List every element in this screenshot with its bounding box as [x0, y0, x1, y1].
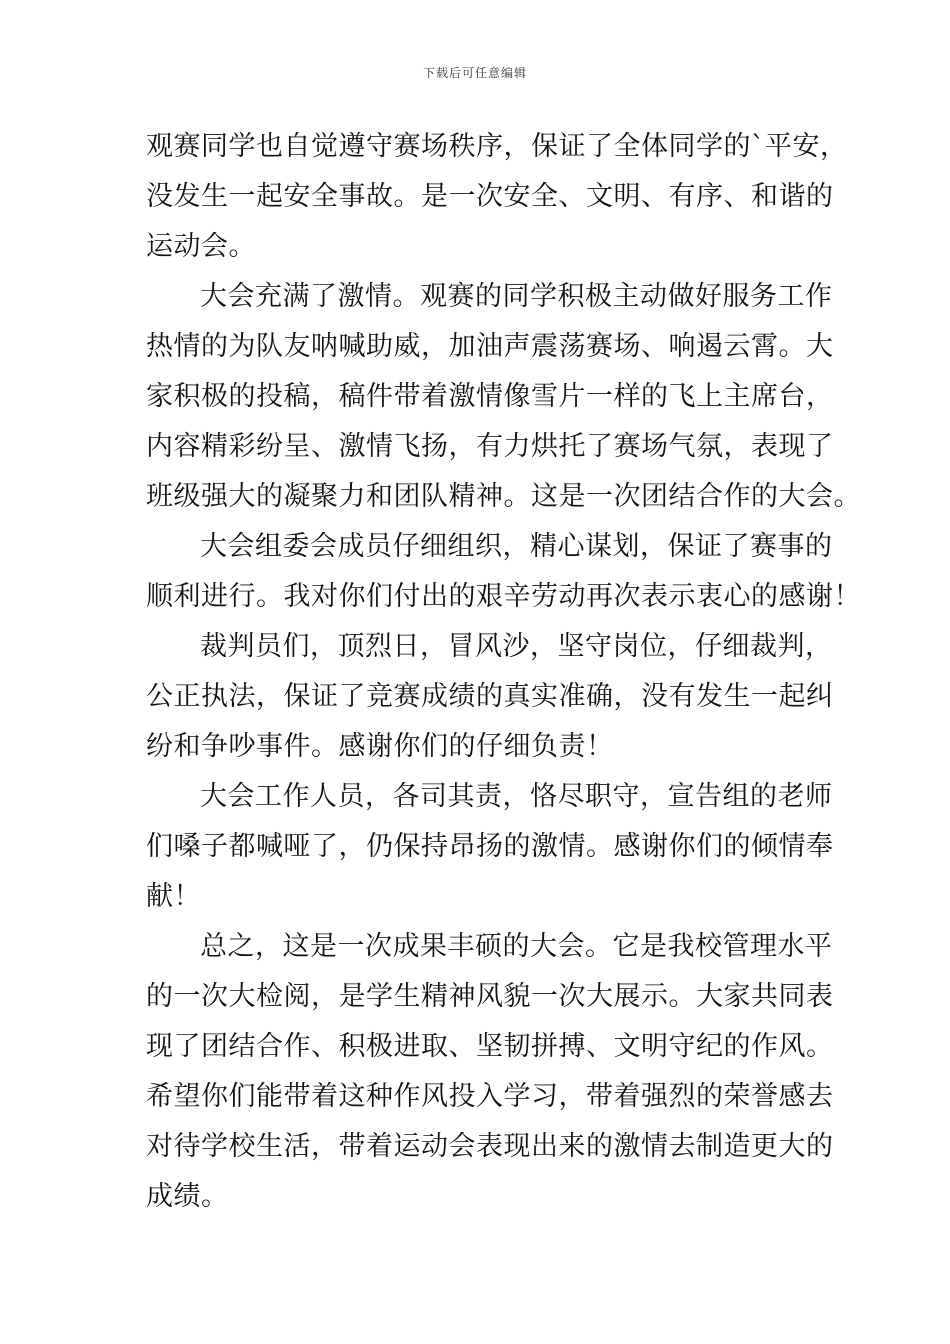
text-line: 没发生一起安全事故。是一次安全、文明、有序、和谐的 — [146, 181, 834, 212]
text-line: 成绩。 — [146, 1181, 229, 1212]
text-line: 内容精彩纷呈、激情飞扬，有力烘托了赛场气氛，表现了 — [146, 431, 834, 462]
text-line: 公正执法，保证了竞赛成绩的真实准确，没有发生一起纠 — [146, 681, 834, 712]
text-line: 献！ — [146, 881, 201, 912]
text-line: 们嗓子都喊哑了，仍保持昂扬的激情。感谢你们的倾情奉 — [146, 831, 834, 862]
text-line: 裁判员们，顶烈日，冒风沙，坚守岗位，仔细裁判， — [200, 631, 833, 662]
paragraph — [146, 622, 834, 772]
text-line: 运动会。 — [146, 231, 256, 262]
page-header-note: 下载后可任意编辑 — [422, 66, 527, 80]
text-line: 纷和争吵事件。感谢你们的仔细负责！ — [146, 731, 614, 762]
text-line: 现了团结合作、积极进取、坚韧拼搏、文明守纪的作风。 — [146, 1031, 834, 1062]
text-line: 大会组委会成员仔细组织，精心谋划，保证了赛事的 — [200, 531, 833, 562]
text-line: 大会工作人员，各司其责，恪尽职守，宣告组的老师 — [200, 781, 833, 812]
text-line: 班级强大的凝聚力和团队精神。这是一次团结合作的大会。 — [146, 481, 861, 512]
text-line: 热情的为队友呐喊助威，加油声震荡赛场、响遏云霄。大 — [146, 331, 834, 362]
text-line: 希望你们能带着这种作风投入学习，带着强烈的荣誉感去 — [146, 1081, 834, 1112]
text-line: 家积极的投稿，稿件带着激情像雪片一样的飞上主席台， — [146, 381, 834, 412]
paragraph — [146, 122, 848, 272]
paragraph — [146, 272, 861, 522]
text-line: 顺利进行。我对你们付出的艰辛劳动再次表示衷心的感谢！ — [146, 581, 861, 612]
paragraph — [146, 772, 834, 922]
text-line: 观赛同学也自觉遵守赛场秩序，保证了全体同学的`平安， — [146, 131, 848, 162]
text-line: 大会充满了激情。观赛的同学积极主动做好服务工作 — [200, 281, 833, 312]
paragraph — [146, 522, 861, 622]
paragraph — [146, 922, 834, 1222]
text-line: 的一次大检阅，是学生精神风貌一次大展示。大家共同表 — [146, 981, 834, 1012]
document-body — [146, 122, 861, 1222]
text-line: 对待学校生活，带着运动会表现出来的激情去制造更大的 — [146, 1131, 834, 1162]
text-line: 总之，这是一次成果丰硕的大会。它是我校管理水平 — [200, 931, 833, 962]
